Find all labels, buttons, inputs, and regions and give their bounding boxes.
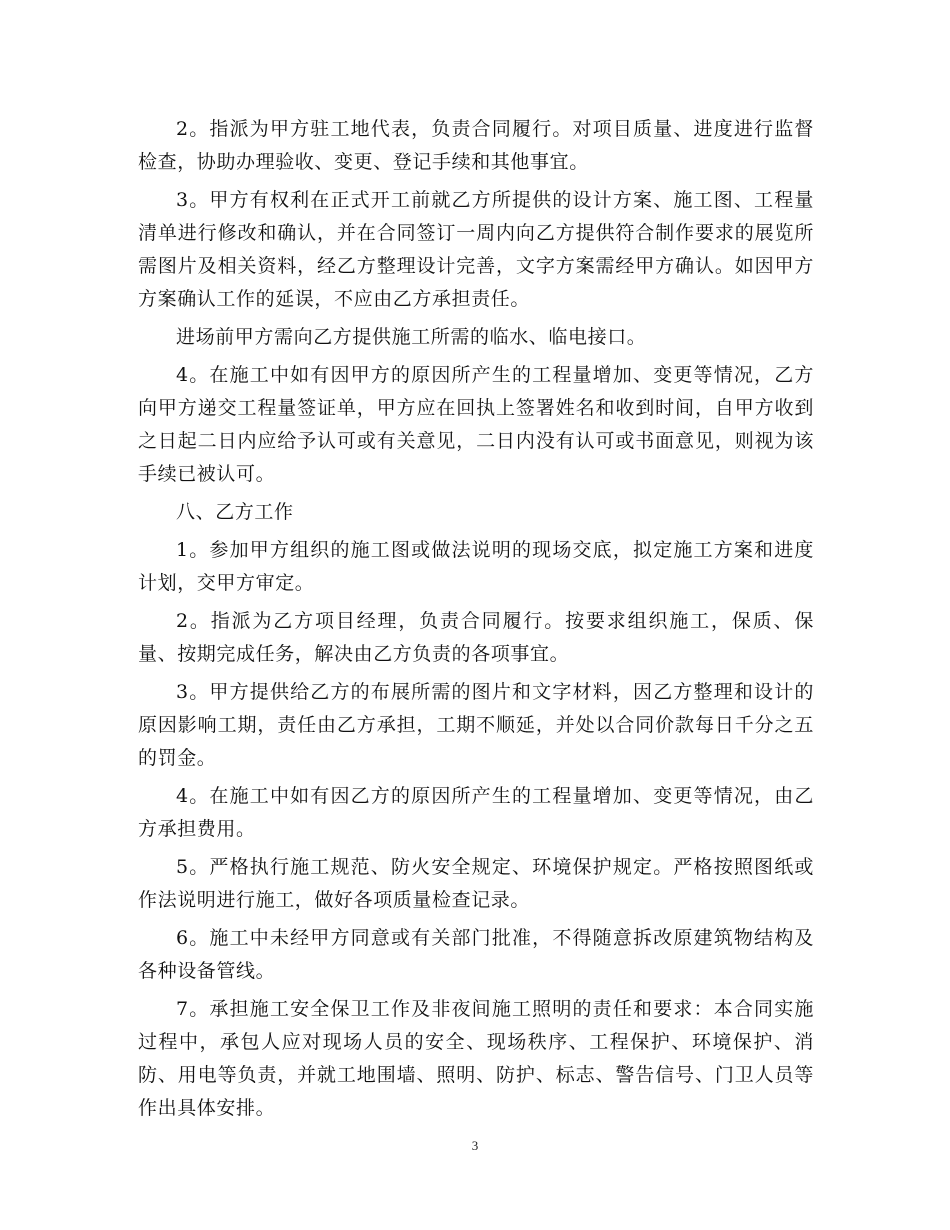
paragraph-6: 2。指派为乙方项目经理，负责合同履行。按要求组织施工，保质、保量、按期完成任务，解决由乙方负责的各项事宜。	[138, 610, 814, 665]
paragraph-10: 6。施工中未经甲方同意或有关部门批准，不得随意拆改原建筑物结构及各种设备管线。	[138, 927, 814, 982]
page-number: 3	[471, 1138, 479, 1153]
paragraph-9: 5。严格执行施工规范、防火安全规定、环境保护规定。严格按照图纸或作法说明进行施工，做好各项质量检查记录。	[138, 856, 814, 911]
paragraph-3: 进场前甲方需向乙方提供施工所需的临水、临电接口。	[176, 326, 647, 348]
section-heading: 八、乙方工作	[176, 501, 294, 523]
document-body	[138, 113, 814, 1130]
paragraph-8: 4。在施工中如有因乙方的原因所产生的工程量增加、变更等情况，由乙方承担费用。	[138, 785, 814, 840]
paragraph-4: 4。在施工中如有因甲方的原因所产生的工程量增加、变更等情况，乙方向甲方递交工程量签证单，甲方应在回执上签署姓名和收到时间，自甲方收到之日起二日内应给予认可或有关意见，二日内没有认可或书面意见，则视为该手续已被认可。	[138, 364, 814, 485]
paragraph-7: 3。甲方提供给乙方的布展所需的图片和文字材料，因乙方整理和设计的原因影响工期，责任由乙方承担，工期不顺延，并处以合同价款每日千分之五的罚金。	[138, 681, 814, 769]
paragraph-2: 3。甲方有权利在正式开工前就乙方所提供的设计方案、施工图、工程量清单进行修改和确认，并在合同签订一周内向乙方提供符合制作要求的展览所需图片及相关资料，经乙方整理设计完善，文字方案需经甲方确认。如因甲方方案确认工作的延误，不应由乙方承担责任。	[138, 189, 814, 310]
paragraph-1: 2。指派为甲方驻工地代表，负责合同履行。对项目质量、进度进行监督检查，协助办理验收、变更、登记手续和其他事宜。	[138, 118, 814, 173]
paragraph-5: 1。参加甲方组织的施工图或做法说明的现场交底，拟定施工方案和进度计划，交甲方审定。	[138, 539, 814, 594]
paragraph-11: 7。承担施工安全保卫工作及非夜间施工照明的责任和要求：本合同实施过程中，承包人应对现场人员的安全、现场秩序、工程保护、环境保护、消防、用电等负责，并就工地围墙、照明、防护、标志、警告信号、门卫人员等作出具体安排。	[138, 998, 814, 1119]
